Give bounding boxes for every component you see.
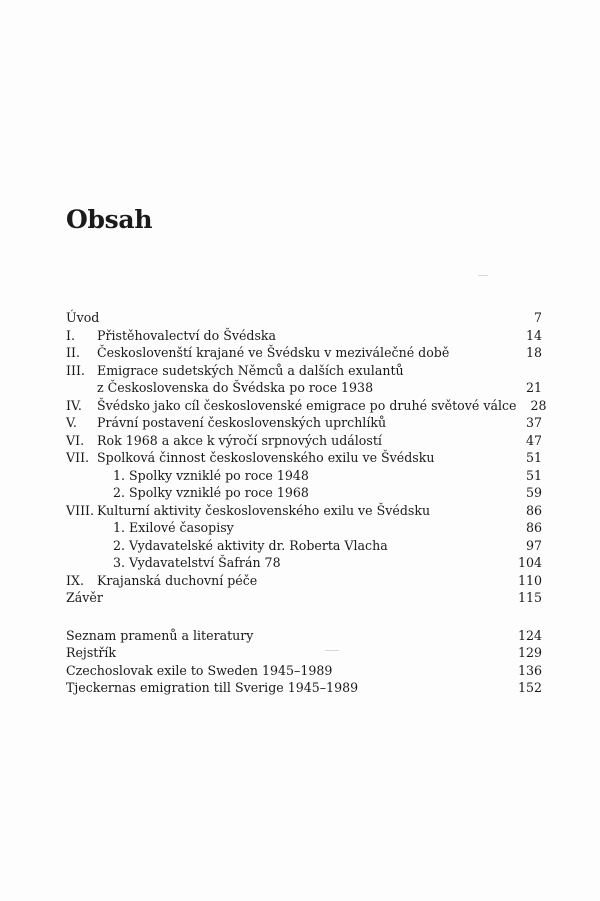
toc-entry-page: 115	[517, 590, 542, 605]
toc-entry-page: 124	[517, 627, 542, 643]
toc-entry-text: 2. Spolky vzniklé po roce 1968	[113, 485, 309, 500]
toc-entry-chapter	[66, 414, 542, 432]
toc-entry-text: Přistěhovalectví do Švédska	[97, 327, 277, 343]
toc-back-matter-entry	[66, 627, 542, 645]
toc-entry-page: 51	[525, 467, 542, 483]
toc-entry-page: 104	[517, 555, 542, 570]
toc-entry-chapter	[66, 432, 542, 450]
chapter-number: II.	[66, 345, 80, 360]
chapter-number: VIII.	[66, 502, 95, 518]
toc-entry-text: Czechoslovak exile to Sweden 1945–1989	[66, 662, 333, 678]
table-of-contents	[66, 309, 547, 697]
toc-entry-text: Českoslovenští krajané ve Švédsku v meziválečné době	[97, 345, 450, 360]
toc-entry-page: 59	[525, 485, 542, 500]
toc-entry-text: Úvod	[66, 310, 100, 325]
toc-back-matter-entry	[66, 662, 542, 680]
page-title: Obsah	[66, 205, 153, 234]
chapter-number: VI.	[66, 432, 85, 448]
toc-entry-text: Krajanská duchovní péče	[97, 572, 258, 588]
toc-entry-text: z Československa do Švédska po roce 1938	[97, 380, 374, 395]
scan-speck	[325, 650, 339, 651]
toc-entry-chapter	[66, 397, 547, 415]
toc-entry-zaver	[66, 589, 542, 607]
toc-entry-page: 97	[525, 537, 542, 553]
toc-entry-text: 1. Exilové časopisy	[113, 520, 234, 535]
toc-entry-text: Spolková činnost československého exilu ve Švédsku	[97, 450, 435, 465]
chapter-number: III.	[66, 362, 85, 378]
toc-entry-text: 3. Vydavatelství Šafrán 78	[113, 555, 281, 570]
toc-entry-page: 14	[525, 327, 542, 343]
chapter-number: VII.	[66, 450, 90, 465]
chapter-number: I.	[66, 327, 75, 343]
toc-entry-text: Rok 1968 a akce k výročí srpnových událostí	[97, 432, 382, 448]
toc-entry-page: 18	[525, 345, 542, 360]
toc-entry-page: 51	[525, 450, 542, 465]
toc-entry-page: 110	[517, 572, 542, 588]
toc-entry-page: 152	[517, 680, 542, 695]
toc-entry-uvod	[66, 309, 542, 327]
toc-entry-chapter	[66, 362, 542, 380]
scan-speck	[478, 275, 488, 276]
toc-entry-page: 28	[530, 397, 547, 413]
toc-entry-section	[66, 519, 542, 537]
toc-entry-page: 86	[525, 502, 542, 518]
toc-entry-text: 1. Spolky vzniklé po roce 1948	[113, 467, 309, 483]
toc-entry-page: 129	[517, 645, 542, 660]
toc-back-matter-entry	[66, 644, 542, 662]
toc-entry-text: Právní postavení československých uprchlíků	[97, 415, 387, 430]
toc-entry-section	[66, 484, 542, 502]
toc-entry-page: 37	[525, 415, 542, 430]
toc-entry-chapter	[66, 344, 542, 362]
toc-entry-page: 86	[525, 520, 542, 535]
toc-entry-chapter	[66, 327, 542, 345]
toc-back-matter-entry	[66, 679, 542, 697]
toc-entry-text: Seznam pramenů a literatury	[66, 627, 254, 643]
toc-entry-text: Kulturní aktivity československého exilu ve Švédsku	[97, 502, 431, 518]
toc-entry-continuation	[66, 379, 542, 397]
toc-entry-section	[66, 554, 542, 572]
chapter-number: V.	[66, 415, 77, 430]
toc-entry-chapter	[66, 449, 542, 467]
toc-entry-chapter	[66, 572, 542, 590]
toc-entry-text: Tjeckernas emigration till Sverige 1945–1989	[66, 680, 359, 695]
toc-entry-text: Závěr	[66, 590, 103, 605]
toc-entry-text: Švédsko jako cíl československé emigrace po druhé světové válce	[97, 397, 517, 413]
toc-entry-section	[66, 467, 542, 485]
toc-entry-page: 21	[525, 380, 542, 395]
toc-entry-text: Rejstřík	[66, 645, 117, 660]
chapter-number: IV.	[66, 397, 82, 413]
toc-entry-page: 136	[517, 662, 542, 678]
toc-entry-text: 2. Vydavatelské aktivity dr. Roberta Vlacha	[113, 537, 388, 553]
toc-entry-page: 47	[525, 432, 542, 448]
chapter-number: IX.	[66, 572, 84, 588]
toc-entry-chapter	[66, 502, 542, 520]
toc-entry-text: Emigrace sudetských Němců a dalších exulantů	[97, 362, 404, 378]
toc-entry-page: 7	[533, 310, 542, 325]
toc-entry-section	[66, 537, 542, 555]
